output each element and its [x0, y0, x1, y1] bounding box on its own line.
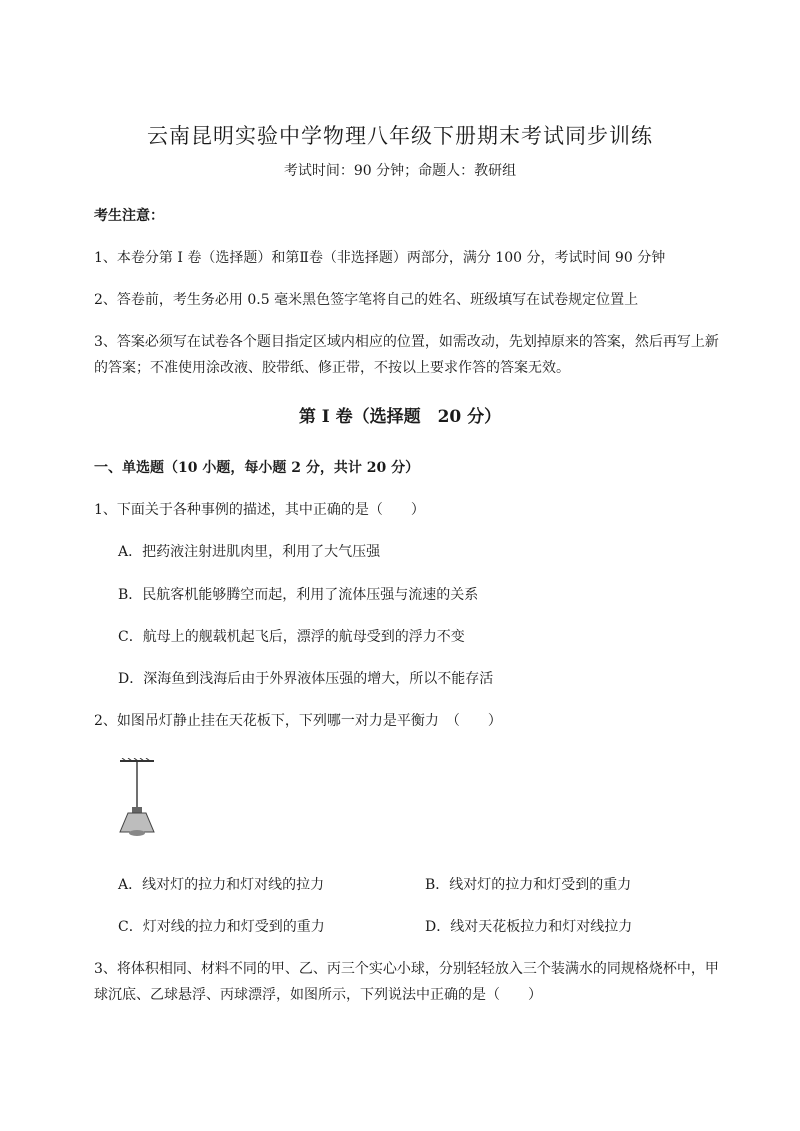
question-1-option-d: D．深海鱼到浅海后由于外界液体压强的增大，所以不能存活 — [118, 671, 494, 687]
notice-item-3: 3、答案必须写在试卷各个题目指定区域内相应的位置，如需改动，先划掉原来的答案，然后再写上新 — [94, 334, 719, 350]
question-1-stem: 1、下面关于各种事例的描述，其中正确的是（ ） — [94, 502, 425, 518]
notice-item-3-cont: 的答案；不准使用涂改液、胶带纸、修正带，不按以上要求作答的答案无效。 — [94, 360, 570, 376]
question-1-option-b: B．民航客机能够腾空而起，利用了流体压强与流速的关系 — [118, 587, 479, 603]
question-1-option-a: A．把药液注射进肌肉里，利用了大气压强 — [118, 544, 381, 560]
part-heading: 一、单选题（10 小题，每小题 2 分，共计 20 分） — [94, 460, 420, 476]
question-2-stem: 2、如图吊灯静止挂在天花板下，下列哪一对力是平衡力 （ ） — [94, 713, 502, 729]
question-2-option-a: A．线对灯的拉力和灯对线的拉力 — [118, 877, 325, 893]
exam-info: 考试时间：90 分钟；命题人：教研组 — [283, 163, 517, 179]
notice-item-2: 2、答卷前，考生务必用 0.5 毫米黑色签字笔将自己的姓名、班级填写在试卷规定位置上 — [94, 292, 639, 308]
question-3-stem-line-2: 球沉底、乙球悬浮、丙球漂浮，如图所示，下列说法中正确的是（ ） — [94, 987, 542, 1003]
notice-heading: 考生注意： — [94, 208, 164, 224]
question-2-option-b: B．线对灯的拉力和灯受到的重力 — [425, 877, 632, 893]
section-title: 第 I 卷（选择题 20 分） — [298, 407, 502, 427]
question-2-option-d: D．线对天花板拉力和灯对线拉力 — [425, 919, 633, 935]
question-2-option-c: C．灯对线的拉力和灯受到的重力 — [118, 919, 325, 935]
page-title: 云南昆明实验中学物理八年级下册期末考试同步训练 — [147, 124, 653, 148]
notice-item-1: 1、本卷分第 I 卷（选择题）和第Ⅱ卷（非选择题）两部分，满分 100 分，考试时间 90 分钟 — [94, 250, 666, 266]
question-1-option-c: C．航母上的舰载机起飞后，漂浮的航母受到的浮力不变 — [118, 629, 465, 645]
hanging-lamp-figure — [112, 758, 162, 840]
question-3-stem-line-1: 3、将体积相同、材料不同的甲、乙、丙三个实心小球，分别轻轻放入三个装满水的同规格烧杯中，甲 — [94, 961, 719, 977]
